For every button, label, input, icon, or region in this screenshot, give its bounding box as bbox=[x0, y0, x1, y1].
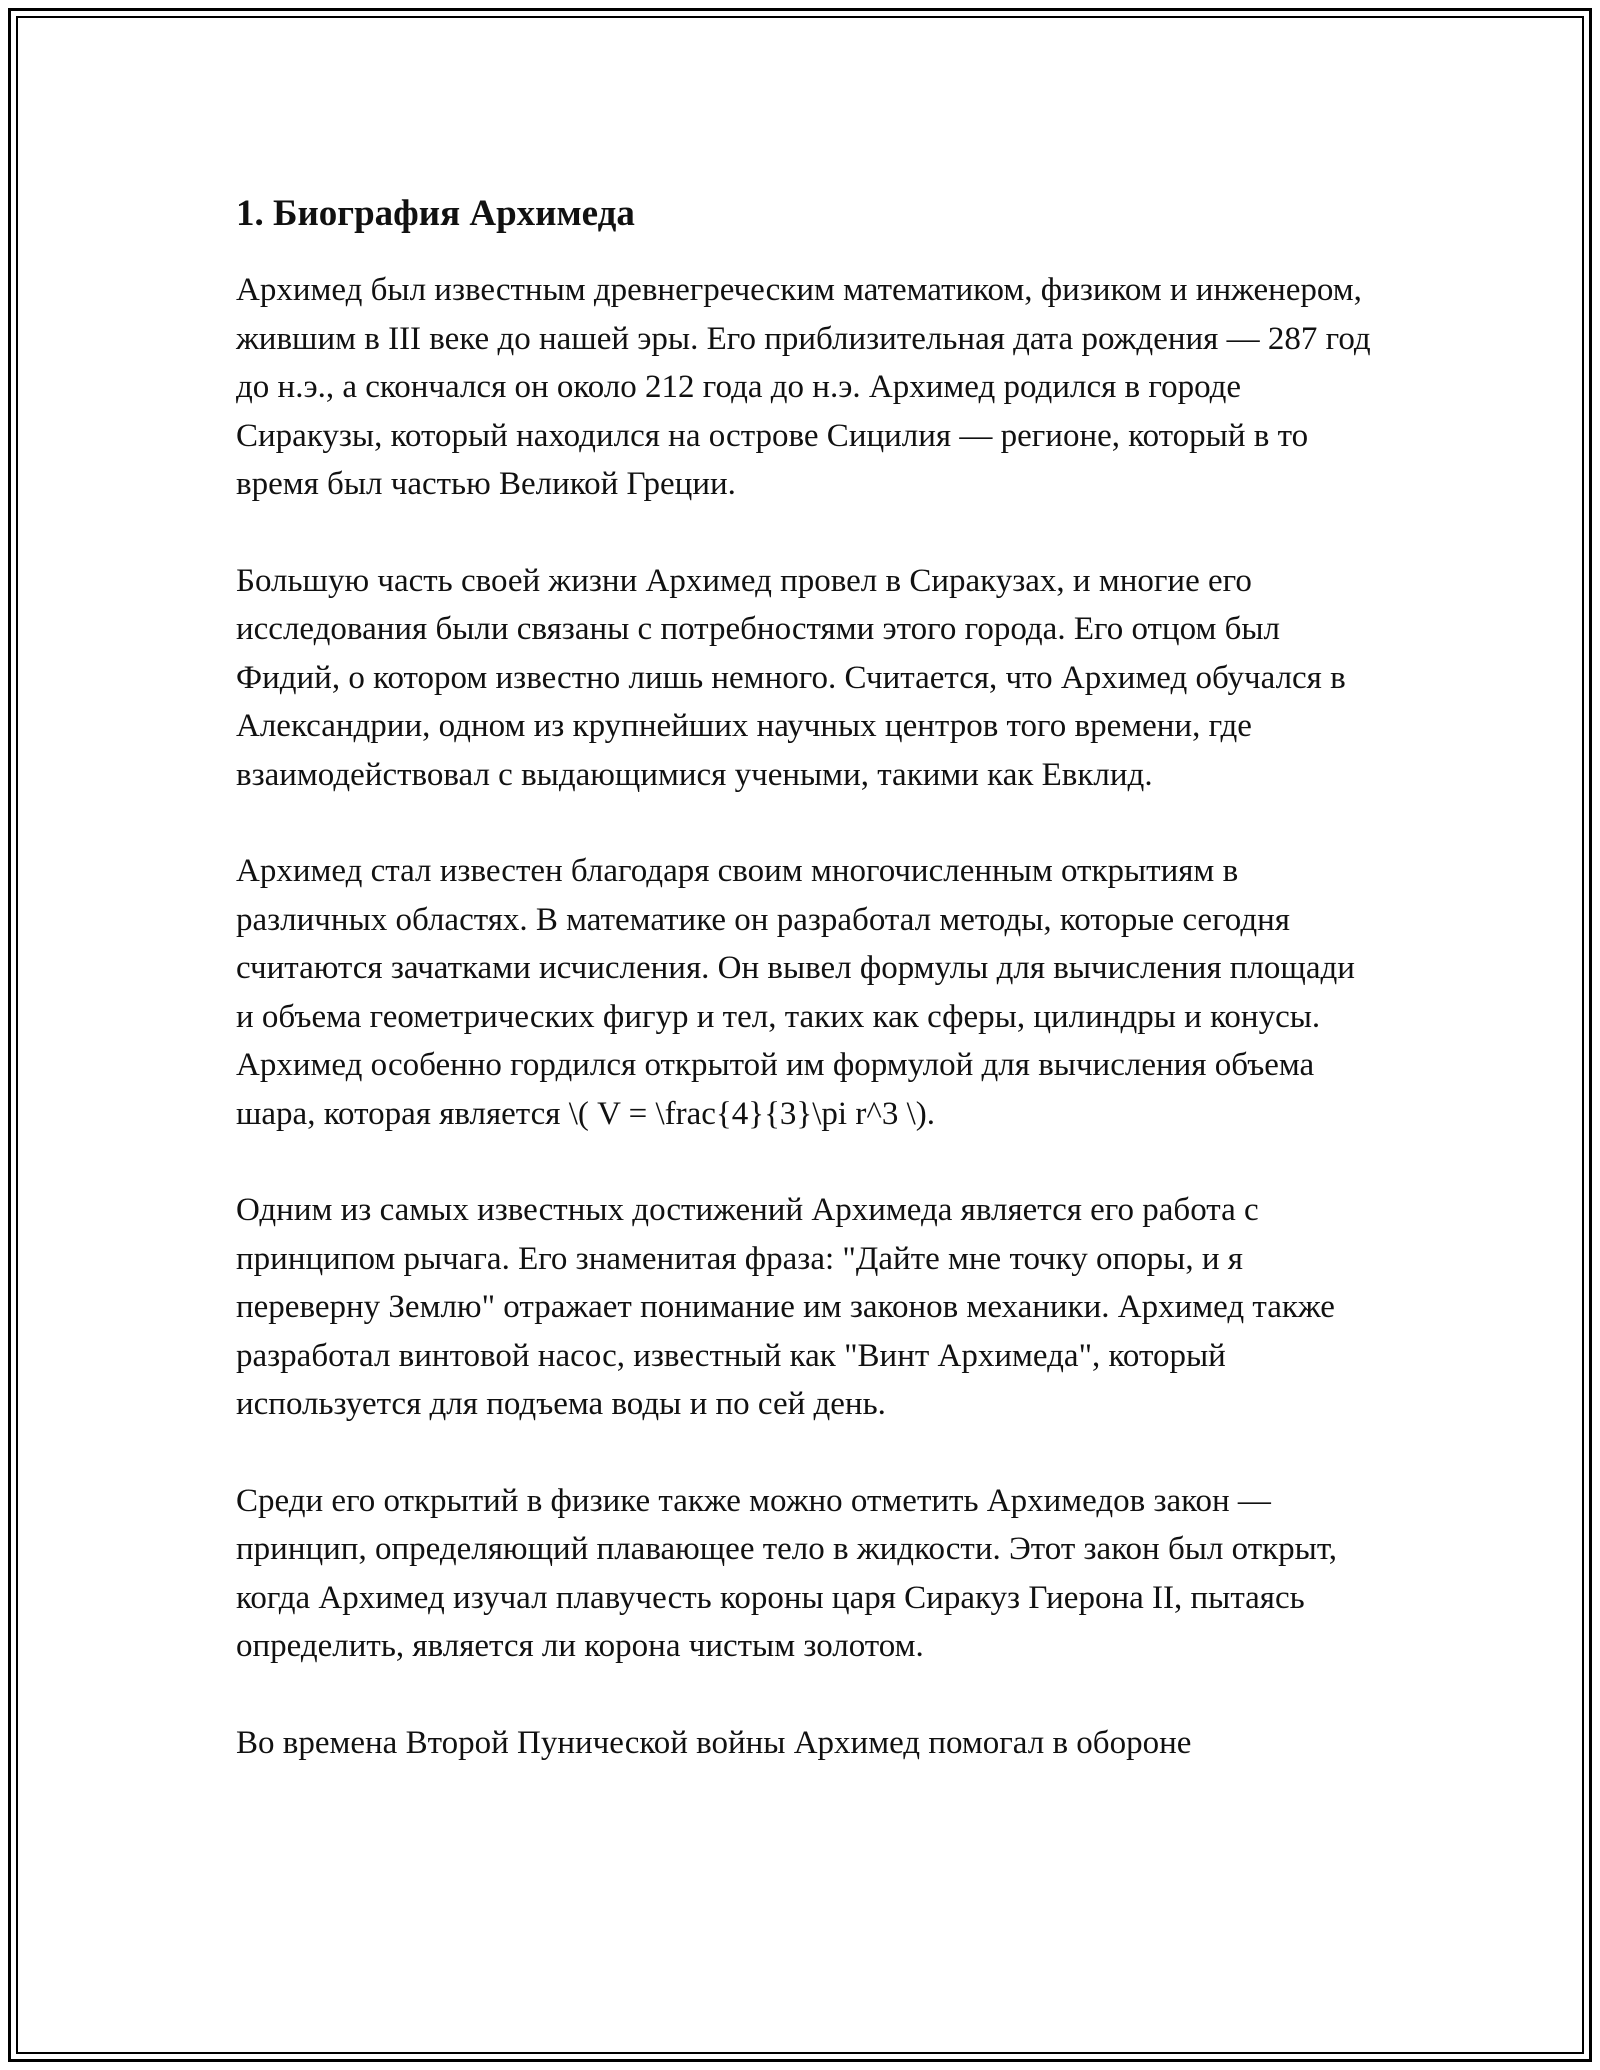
paragraph-5: Среди его открытий в физике также можно отметить Архимедов закон — принцип, определяющий плавающее тело в жидкости. Этот закон был открыт, когда Архимед изучал плавучесть короны царя Сиракуз Гиерона II, пытаясь определить, является ли корона чистым золотом. bbox=[236, 1482, 1338, 1664]
document-body bbox=[236, 188, 1376, 1815]
paragraph-3: Архимед стал известен благодаря своим многочисленным открытиям в различных областях. В математике он разработал методы, которые сегодня считаются зачатками исчисления. Он вывел формулы для вычисления площади и объема геометрических фигур и тел, таких как сферы, цилиндры и конусы. Архимед особенно гордился открытой им формулой для вычисления объема шара, которая является \( V = \frac{4}{3}\pi r^3 \). bbox=[236, 853, 1355, 1132]
paragraph-6: Во времена Второй Пунической войны Архимед помогал в обороне bbox=[236, 1724, 1192, 1761]
paragraph-1: Архимед был известным древнегреческим математиком, физиком и инженером, жившим в III веке до нашей эры. Его приблизительная дата рождения — 287 год до н.э., а скончался он около 212 года до н.э. Архимед родился в городе Сиракузы, который находился на острове Сицилия — регионе, который в то время был частью Великой Греции. bbox=[236, 272, 1371, 502]
section-title: 1. Биография Архимеда bbox=[236, 193, 635, 234]
paragraph-2: Большую часть своей жизни Архимед провел в Сиракузах, и многие его исследования были связаны с потребностями этого города. Его отцом был Фидий, о котором известно лишь немного. Считается, что Архимед обучался в Александрии, одном из крупнейших научных центров того времени, где взаимодействовал с выдающимися учеными, такими как Евклид. bbox=[236, 562, 1346, 793]
paragraph-4: Одним из самых известных достижений Архимеда является его работа с принципом рычага. Его знаменитая фраза: "Дайте мне точку опоры, и я переверну Землю" отражает понимание им законов механики. Архимед также разработал винтовой насос, известный как "Винт Архимеда", который используется для подъема воды и по сей день. bbox=[236, 1192, 1335, 1422]
